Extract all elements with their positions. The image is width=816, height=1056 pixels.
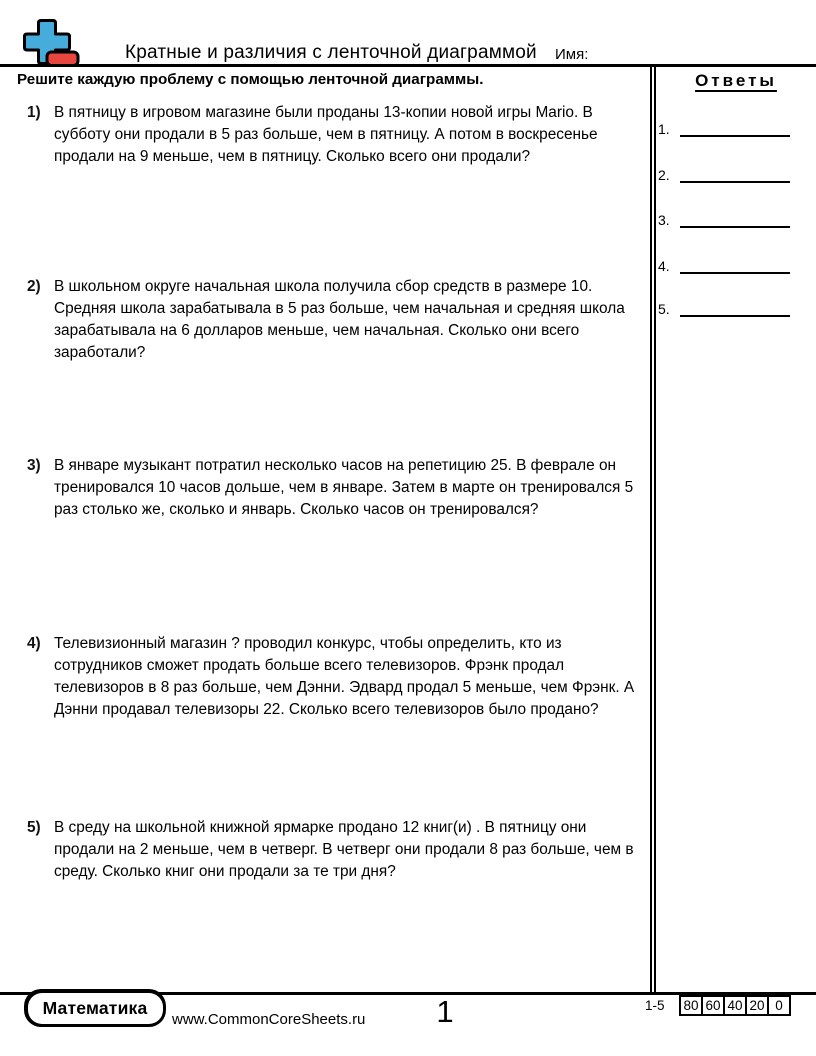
brand-badge	[24, 989, 166, 1027]
website-text: www.CommonCoreSheets.ru	[172, 1011, 366, 1028]
answers-title: Ответы	[695, 71, 777, 90]
problem-1	[27, 102, 648, 168]
brand-badge-inner	[28, 993, 163, 1024]
problem-3	[27, 455, 648, 521]
problem-text: В среду на школьной книжной ярмарке продано 12 книг(и) . В пятницу они продали на 2 меньше, чем в четверг. В четверг они продали 8 раз больше, чем в среду. Сколько книг они продали за те три дня?	[54, 819, 634, 880]
problem-number: 4)	[27, 635, 41, 652]
score-cell: 0	[767, 995, 791, 1016]
score-table	[679, 995, 791, 1016]
answer-row-2	[658, 161, 792, 183]
answer-blank-2[interactable]	[680, 161, 790, 183]
problem-5	[27, 817, 648, 883]
answer-row-4	[658, 252, 792, 274]
problem-number: 2)	[27, 278, 41, 295]
problem-2	[27, 276, 648, 364]
answer-blank-3[interactable]	[680, 206, 790, 228]
page-number: 1	[436, 994, 454, 1029]
problem-text: Телевизионный магазин ? проводил конкурс, чтобы определить, кто из сотрудников сможет продать больше всего телевизоров. Фрэнк продал телевизоров в 8 раз больше, чем Дэнни. Эдвард продал 5 меньше, чем Фрэнк. А Дэнни продавал телевизоры 22. Сколько всего телевизоров было продано?	[54, 635, 635, 718]
answers-column-divider	[650, 67, 656, 994]
problem-text: В пятницу в игровом магазине были проданы 13-копии новой игры Mario. В субботу они продали в 5 раз больше, чем в пятницу. А потом в воскресенье продали на 9 меньше, чем в пятницу. Сколько всего они продали?	[54, 104, 598, 165]
answer-number: 3.	[658, 212, 670, 228]
problem-number: 3)	[27, 457, 41, 474]
answer-row-3	[658, 206, 792, 228]
problem-4	[27, 633, 648, 721]
problem-text: В январе музыкант потратил несколько часов на репетицию 25. В феврале он тренировался 10 часов дольше, чем в январе. Затем в марте он тренировался 5 раз столько же, сколько и январь. Сколько часов он тренировался?	[54, 457, 634, 518]
name-label: Имя:	[555, 46, 589, 63]
answer-blank-5[interactable]	[680, 295, 790, 317]
answer-blank-4[interactable]	[680, 252, 790, 274]
score-cell: 80	[679, 995, 703, 1016]
answer-blank-1[interactable]	[680, 115, 790, 137]
score-cell: 20	[745, 995, 769, 1016]
problem-text: В школьном округе начальная школа получила сбор средств в размере 10. Средняя школа зарабатывала в 5 раз больше, чем начальная и средняя школа зарабатывала на 6 долларов меньше, чем начальная. Сколько они всего заработали?	[54, 278, 625, 361]
answer-row-1	[658, 115, 792, 137]
answer-number: 4.	[658, 258, 670, 274]
header-divider	[0, 64, 816, 67]
score-cell: 40	[723, 995, 747, 1016]
score-range-label: 1-5	[645, 998, 665, 1013]
answer-number: 1.	[658, 121, 670, 137]
problem-number: 1)	[27, 104, 41, 121]
worksheet-logo	[23, 19, 81, 69]
answer-row-5	[658, 295, 792, 317]
answer-number: 2.	[658, 167, 670, 183]
answer-number: 5.	[658, 301, 670, 317]
plus-minus-icon	[23, 19, 81, 69]
brand-label: Математика	[42, 997, 148, 1018]
instruction-text: Решите каждую проблему с помощью ленточной диаграммы.	[17, 71, 484, 88]
problem-number: 5)	[27, 819, 41, 836]
page-title: Кратные и различия с ленточной диаграммой	[125, 42, 537, 63]
score-cell: 60	[701, 995, 725, 1016]
